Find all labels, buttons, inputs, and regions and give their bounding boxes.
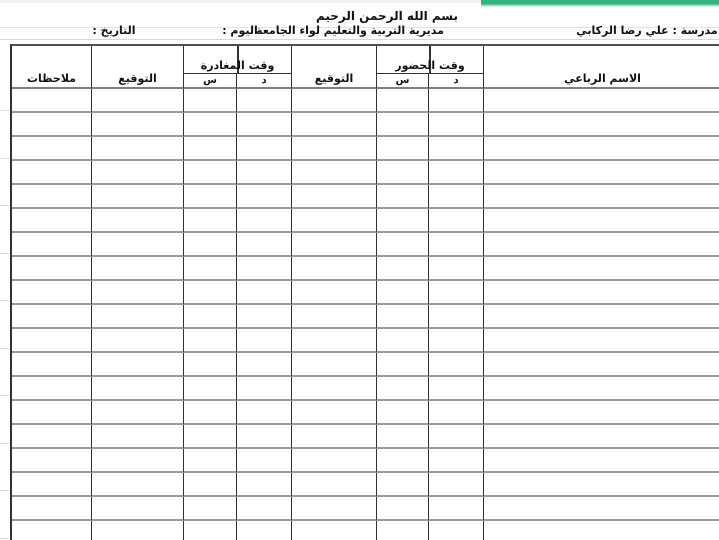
table-cell[interactable] <box>92 233 184 257</box>
table-cell[interactable] <box>377 521 429 540</box>
table-cell[interactable] <box>484 329 719 353</box>
header-attendance-time-group: وقت الحضور <box>377 46 484 74</box>
table-cell[interactable] <box>12 377 92 401</box>
table-cell[interactable] <box>12 209 92 233</box>
table-cell[interactable] <box>184 425 237 449</box>
table-cell[interactable] <box>292 257 377 281</box>
table-cell[interactable] <box>377 89 429 113</box>
table-cell[interactable] <box>237 401 292 425</box>
table-cell[interactable] <box>184 353 237 377</box>
date-label: التاريخ : <box>92 24 136 37</box>
table-cell[interactable] <box>237 353 292 377</box>
table-cell[interactable] <box>237 137 292 161</box>
table-cell[interactable] <box>237 257 292 281</box>
table-cell[interactable] <box>429 521 484 540</box>
header-minutes-departure: د <box>237 74 292 89</box>
table-cell[interactable] <box>429 353 484 377</box>
spreadsheet-gridline <box>0 39 719 40</box>
table-cell[interactable] <box>377 305 429 329</box>
header-notes: ملاحظات <box>12 46 92 89</box>
table-cell[interactable] <box>92 401 184 425</box>
spreadsheet-gridline <box>0 443 9 444</box>
table-cell[interactable] <box>184 257 237 281</box>
directorate-title: مديرية التربية والتعليم لواء الجامعة <box>256 24 444 37</box>
table-cell[interactable] <box>92 497 184 521</box>
table-cell[interactable] <box>184 89 237 113</box>
table-cell[interactable] <box>237 449 292 473</box>
table-cell[interactable] <box>92 281 184 305</box>
table-cell[interactable] <box>92 521 184 540</box>
table-cell[interactable] <box>92 449 184 473</box>
table-cell[interactable] <box>184 449 237 473</box>
table-cell[interactable] <box>292 89 377 113</box>
table-cell[interactable] <box>292 521 377 540</box>
table-cell[interactable] <box>484 185 719 209</box>
table-cell[interactable] <box>12 185 92 209</box>
table-cell[interactable] <box>484 137 719 161</box>
table-cell[interactable] <box>12 401 92 425</box>
table-cell[interactable] <box>237 425 292 449</box>
table-cell[interactable] <box>429 185 484 209</box>
table-cell[interactable] <box>429 401 484 425</box>
table-cell[interactable] <box>237 521 292 540</box>
header-signature-departure: التوقيع <box>92 46 184 89</box>
table-cell[interactable] <box>484 449 719 473</box>
table-cell[interactable] <box>429 209 484 233</box>
table-cell[interactable] <box>237 497 292 521</box>
table-cell[interactable] <box>377 449 429 473</box>
table-cell[interactable] <box>292 281 377 305</box>
table-cell[interactable] <box>237 305 292 329</box>
table-cell[interactable] <box>237 113 292 137</box>
table-cell[interactable] <box>292 185 377 209</box>
table-cell[interactable] <box>377 257 429 281</box>
table-cell[interactable] <box>292 233 377 257</box>
table-cell[interactable] <box>92 89 184 113</box>
table-cell[interactable] <box>292 377 377 401</box>
table-cell[interactable] <box>12 353 92 377</box>
table-cell[interactable] <box>429 497 484 521</box>
table-cell[interactable] <box>292 497 377 521</box>
table-cell[interactable] <box>484 497 719 521</box>
table-cell[interactable] <box>377 425 429 449</box>
table-cell[interactable] <box>184 377 237 401</box>
table-cell[interactable] <box>12 521 92 540</box>
header-hours-departure: س <box>184 74 237 89</box>
table-cell[interactable] <box>92 161 184 185</box>
table-cell[interactable] <box>429 425 484 449</box>
table-cell[interactable] <box>377 113 429 137</box>
table-cell[interactable] <box>429 89 484 113</box>
table-cell[interactable] <box>237 281 292 305</box>
table-cell[interactable] <box>237 377 292 401</box>
spreadsheet-gridline <box>0 490 9 491</box>
green-accent-bar <box>481 0 719 7</box>
table-cell[interactable] <box>12 449 92 473</box>
table-cell[interactable] <box>237 233 292 257</box>
table-cell[interactable] <box>92 137 184 161</box>
spreadsheet-gridline <box>0 158 9 159</box>
table-cell[interactable] <box>377 281 429 305</box>
table-cell[interactable] <box>292 329 377 353</box>
table-cell[interactable] <box>12 257 92 281</box>
table-cell[interactable] <box>237 161 292 185</box>
table-cell[interactable] <box>377 233 429 257</box>
table-cell[interactable] <box>484 473 719 497</box>
table-cell[interactable] <box>184 161 237 185</box>
table-cell[interactable] <box>484 113 719 137</box>
spreadsheet-gridline <box>0 395 9 396</box>
bismillah-title: بسم الله الرحمن الرحيم <box>315 9 459 23</box>
table-cell[interactable] <box>12 161 92 185</box>
table-cell[interactable] <box>429 113 484 137</box>
table-cell[interactable] <box>184 281 237 305</box>
table-cell[interactable] <box>377 353 429 377</box>
table-cell[interactable] <box>184 497 237 521</box>
table-cell[interactable] <box>184 329 237 353</box>
table-cell[interactable] <box>377 401 429 425</box>
table-cell[interactable] <box>184 401 237 425</box>
table-cell[interactable] <box>292 401 377 425</box>
table-cell[interactable] <box>92 305 184 329</box>
table-cell[interactable] <box>12 329 92 353</box>
table-cell[interactable] <box>12 425 92 449</box>
table-cell[interactable] <box>12 281 92 305</box>
table-cell[interactable] <box>12 89 92 113</box>
table-cell[interactable] <box>237 185 292 209</box>
table-cell[interactable] <box>484 161 719 185</box>
table-cell[interactable] <box>12 497 92 521</box>
table-cell[interactable] <box>429 473 484 497</box>
table-cell[interactable] <box>292 473 377 497</box>
table-cell[interactable] <box>92 113 184 137</box>
spreadsheet-gridline <box>0 205 9 206</box>
table-cell[interactable] <box>377 209 429 233</box>
day-label: اليوم : <box>222 24 258 37</box>
table-cell[interactable] <box>92 353 184 377</box>
table-cell[interactable] <box>377 497 429 521</box>
table-cell[interactable] <box>292 449 377 473</box>
table-cell[interactable] <box>484 257 719 281</box>
table-cell[interactable] <box>292 137 377 161</box>
table-cell[interactable] <box>484 305 719 329</box>
table-cell[interactable] <box>237 89 292 113</box>
header-departure-time-group: وقت المغادرة <box>184 46 292 74</box>
table-cell[interactable] <box>184 137 237 161</box>
table-cell[interactable] <box>429 305 484 329</box>
top-margin-strip <box>0 0 481 3</box>
table-cell[interactable] <box>484 521 719 540</box>
table-cell[interactable] <box>484 233 719 257</box>
table-cell[interactable] <box>12 233 92 257</box>
attendance-table <box>10 44 719 540</box>
header-minutes-attendance: د <box>429 74 484 89</box>
table-cell[interactable] <box>377 473 429 497</box>
table-cell[interactable] <box>292 305 377 329</box>
header-hours-attendance: س <box>377 74 429 89</box>
header-signature-attendance: التوقيع <box>292 46 377 89</box>
table-cell[interactable] <box>484 209 719 233</box>
spreadsheet-gridline <box>0 253 9 254</box>
table-cell[interactable] <box>292 161 377 185</box>
table-cell[interactable] <box>484 281 719 305</box>
table-cell[interactable] <box>292 113 377 137</box>
table-cell[interactable] <box>184 185 237 209</box>
table-cell[interactable] <box>484 401 719 425</box>
table-cell[interactable] <box>237 329 292 353</box>
table-cell[interactable] <box>377 329 429 353</box>
table-cell[interactable] <box>92 425 184 449</box>
table-cell[interactable] <box>92 329 184 353</box>
table-cell[interactable] <box>377 161 429 185</box>
table-cell[interactable] <box>12 137 92 161</box>
table-cell[interactable] <box>184 209 237 233</box>
table-cell[interactable] <box>237 473 292 497</box>
table-cell[interactable] <box>429 281 484 305</box>
table-cell[interactable] <box>92 209 184 233</box>
table-cell[interactable] <box>484 377 719 401</box>
table-cell[interactable] <box>429 329 484 353</box>
table-cell[interactable] <box>92 185 184 209</box>
table-cell[interactable] <box>92 473 184 497</box>
table-cell[interactable] <box>292 209 377 233</box>
table-cell[interactable] <box>377 185 429 209</box>
table-cell[interactable] <box>429 233 484 257</box>
table-cell[interactable] <box>429 257 484 281</box>
spreadsheet-gridline <box>0 110 9 111</box>
table-cell[interactable] <box>184 473 237 497</box>
table-cell[interactable] <box>484 89 719 113</box>
table-cell[interactable] <box>12 473 92 497</box>
table-cell[interactable] <box>429 137 484 161</box>
table-cell[interactable] <box>237 209 292 233</box>
table-cell[interactable] <box>429 377 484 401</box>
table-cell[interactable] <box>12 305 92 329</box>
header-full-name: الاسم الرباعي <box>484 46 719 89</box>
table-cell[interactable] <box>184 233 237 257</box>
table-cell[interactable] <box>184 113 237 137</box>
table-cell[interactable] <box>292 425 377 449</box>
table-cell[interactable] <box>92 257 184 281</box>
spreadsheet-gridline <box>0 348 9 349</box>
spreadsheet-gridline <box>0 538 9 539</box>
table-cell[interactable] <box>484 425 719 449</box>
table-cell[interactable] <box>12 113 92 137</box>
table-cell[interactable] <box>429 161 484 185</box>
table-cell[interactable] <box>429 449 484 473</box>
table-cell[interactable] <box>484 353 719 377</box>
table-cell[interactable] <box>92 377 184 401</box>
table-cell[interactable] <box>184 521 237 540</box>
spreadsheet-gridline <box>0 300 9 301</box>
table-cell[interactable] <box>377 377 429 401</box>
school-name: مدرسة : علي رضا الركابي <box>576 24 718 37</box>
table-cell[interactable] <box>377 137 429 161</box>
table-cell[interactable] <box>292 353 377 377</box>
table-cell[interactable] <box>184 305 237 329</box>
